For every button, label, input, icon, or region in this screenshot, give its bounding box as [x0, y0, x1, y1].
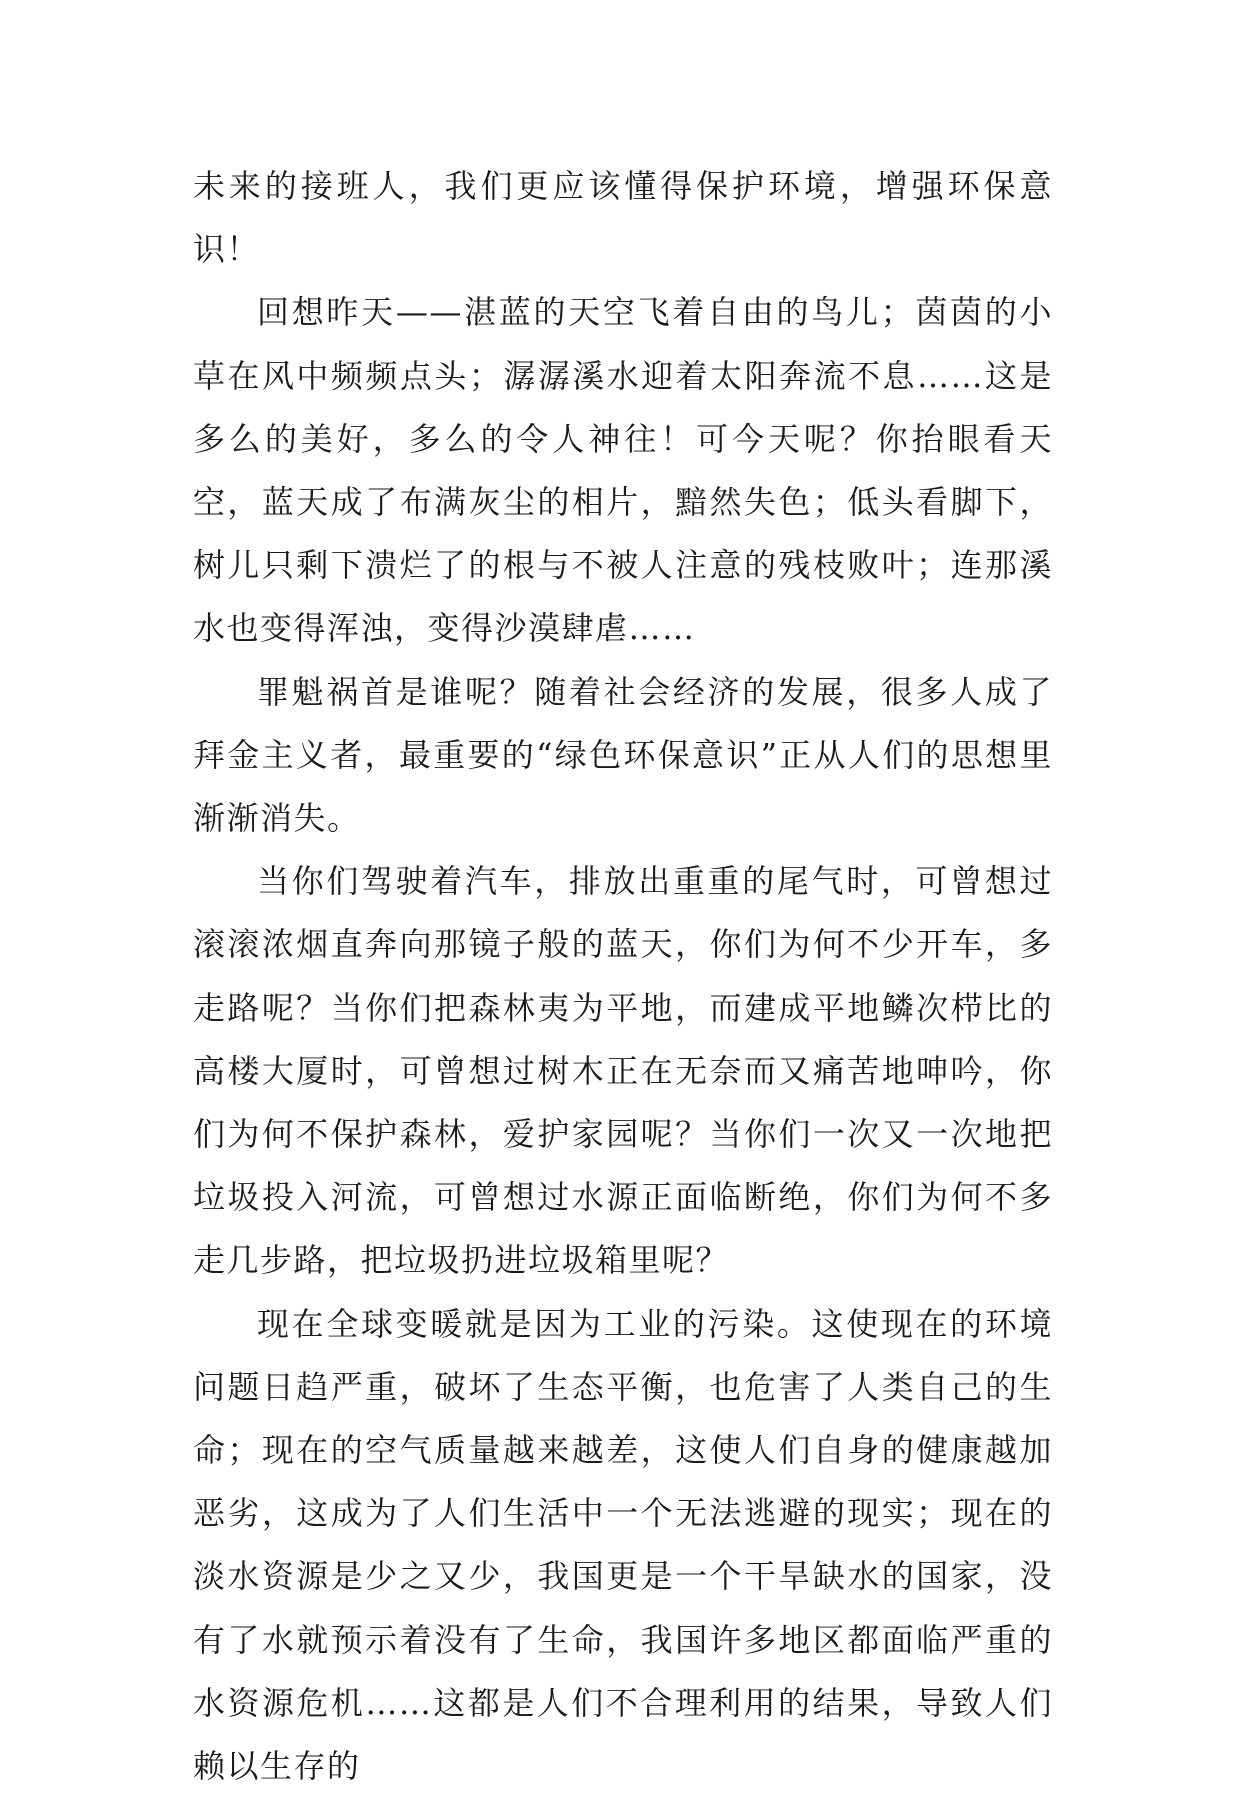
paragraph-5: 现在全球变暖就是因为工业的污染。这使现在的环境问题日趋严重，破坏了生态平衡，也危害了人类自己的生命；现在的空气质量越来越差，这使人们自身的健康越加恶劣，这成为了人们生活中一个无法逃避的现实；现在的淡水资源是少之又少，我国更是一个干旱缺水的国家，没有了水就预示着没有了生命，我国许多地区都面临严重的水资源危机……这都是人们不合理利用的结果，导致人们赖以生存的 — [193, 1304, 1053, 1786]
paragraph-1: 未来的接班人，我们更应该懂得保护环境，增强环保意识！ — [193, 167, 1053, 269]
paragraph-2: 回想昨天——湛蓝的天空飞着自由的鸟儿；茵茵的小草在风中频频点头；潺潺溪水迎着太阳奔流不息……这是多么的美好，多么的令人神往！可今天呢？你抬眼看天空，蓝天成了布满灰尘的相片，黯然失色；低头看脚下，树儿只剩下溃烂了的根与不被人注意的残枝败叶；连那溪水也变得浑浊，变得沙漠肆虐…… — [193, 293, 1053, 648]
document-page — [193, 155, 1053, 1798]
paragraph-4: 当你们驾驶着汽车，排放出重重的尾气时，可曾想过滚滚浓烟直奔向那镜子般的蓝天，你们为何不少开车，多走路呢？当你们把森林夷为平地，而建成平地鳞次栉比的高楼大厦时，可曾想过树木正在无奈而又痛苦地呻吟，你们为何不保护森林，爱护家园呢？当你们一次又一次地把垃圾投入河流，可曾想过水源正面临断绝，你们为何不多走几步路，把垃圾扔进垃圾箱里呢？ — [193, 862, 1053, 1280]
paragraph-3: 罪魁祸首是谁呢？随着社会经济的发展，很多人成了拜金主义者，最重要的“绿色环保意识”正从人们的思想里渐渐消失。 — [193, 672, 1053, 838]
